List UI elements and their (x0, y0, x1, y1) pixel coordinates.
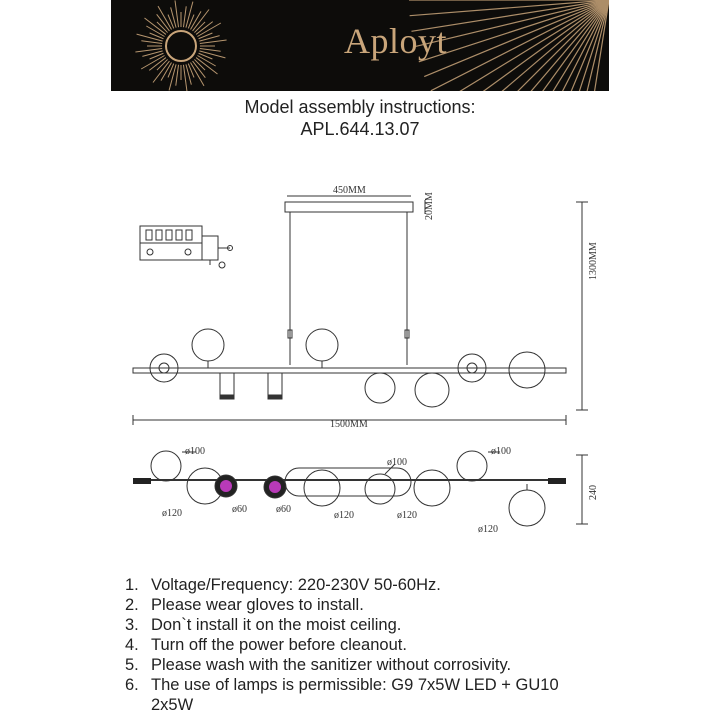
globe-shade (457, 451, 487, 481)
dim-canopy-width: 450MM (333, 185, 366, 196)
instruction-item (125, 635, 591, 655)
dim-d100: ø100 (387, 457, 407, 468)
instruction-number: 4. (125, 636, 139, 654)
spot-lamp-top (269, 481, 281, 493)
globe-shade (365, 474, 395, 504)
globe-shade (509, 490, 545, 526)
dim-d120: ø120 (478, 524, 498, 535)
model-number: APL.644.13.07 (300, 119, 420, 139)
instruction-item (125, 615, 591, 635)
instruction-number: 1. (125, 576, 139, 594)
page-title: Model assembly instructions: (244, 97, 476, 117)
instruction-item (125, 655, 591, 675)
globe-shade (365, 373, 395, 403)
globe-shade (415, 373, 449, 407)
instruction-number: 2. (125, 596, 139, 614)
dim-canopy-height: 20MM (424, 192, 435, 220)
canopy (285, 202, 413, 212)
dim-total-height: 1300MM (588, 242, 599, 280)
dim-d100: ø100 (491, 446, 511, 457)
dim-depth: 240 (588, 485, 599, 500)
dim-d60: ø60 (232, 504, 247, 515)
instruction-item (125, 575, 591, 595)
dim-d100: ø100 (185, 446, 205, 457)
spot-lamp-top (220, 480, 232, 492)
instruction-item (125, 595, 591, 615)
instruction-text: The use of lamps is permissible: G9 7x5W LED + GU10 2x5W (151, 676, 559, 714)
instruction-text: Turn off the power before cleanout. (151, 636, 407, 654)
globe-shade (192, 329, 224, 361)
instruction-text: Please wear gloves to install. (151, 596, 364, 614)
globe-shade (306, 329, 338, 361)
instruction-text: Don`t install it on the moist ceiling. (151, 616, 402, 634)
dim-d120: ø120 (397, 510, 417, 521)
instruction-number: 6. (125, 676, 139, 694)
main-bar (133, 368, 566, 373)
instruction-number: 5. (125, 656, 139, 674)
instruction-item (125, 675, 591, 715)
dim-d120: ø120 (162, 508, 182, 519)
instruction-text: Voltage/Frequency: 220-230V 50-60Hz. (151, 576, 441, 594)
wiring-diagram-icon (140, 226, 233, 268)
dim-d120: ø120 (334, 510, 354, 521)
top-view (133, 451, 588, 526)
dim-d60: ø60 (276, 504, 291, 515)
instruction-list (125, 575, 591, 715)
globe-shade (151, 451, 181, 481)
dim-total-length: 1500MM (330, 419, 368, 430)
instruction-number: 3. (125, 616, 139, 634)
front-view (133, 196, 588, 425)
globe-shade (414, 470, 450, 506)
instruction-text: Please wash with the sanitizer without corrosivity. (151, 656, 512, 674)
brand-name: Aployt (344, 21, 448, 61)
globe-shade (304, 470, 340, 506)
globe-shade (509, 352, 545, 388)
